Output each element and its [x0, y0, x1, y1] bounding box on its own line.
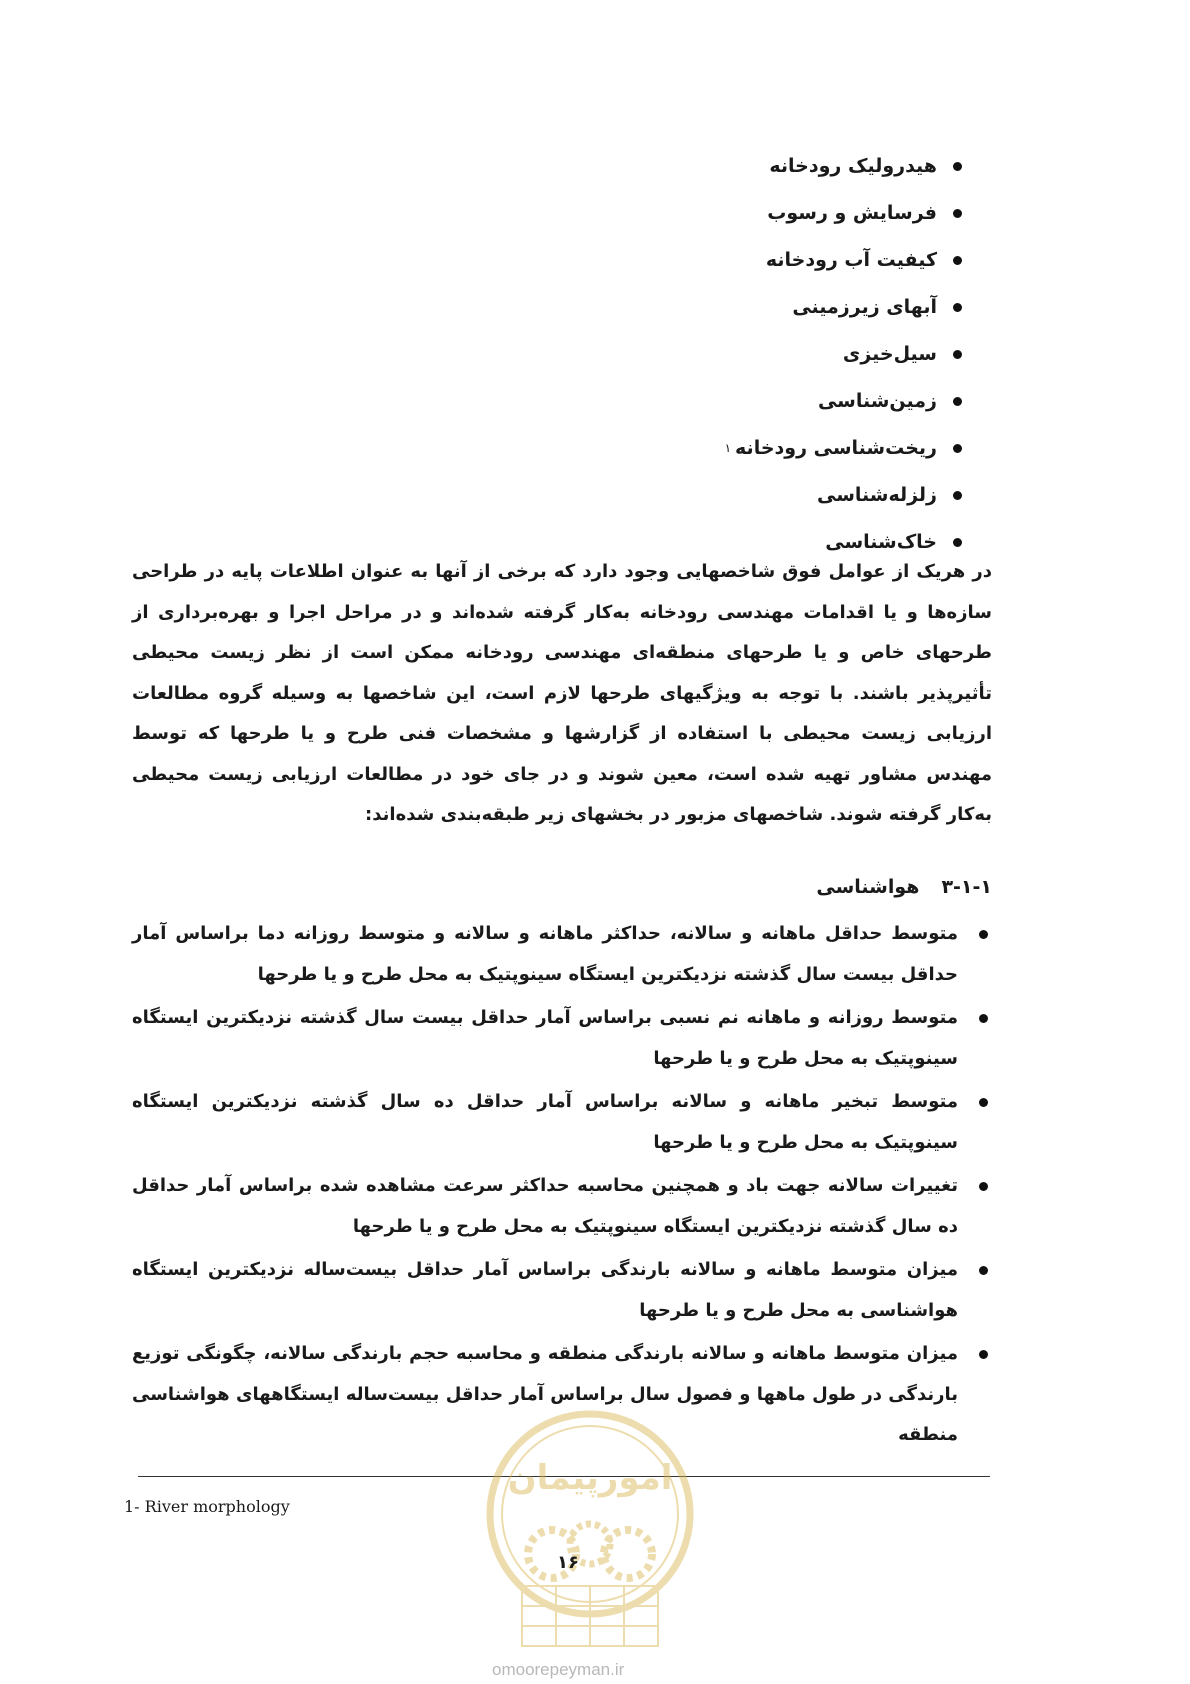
- list-item: متوسط تبخیر ماهانه و سالانه براساس آمار حداقل ده سال گذشته نزدیکترین ایستگاه سینوپتیک به محل طرح و یا طرحها: [132, 1082, 992, 1163]
- list-item: کیفیت آب رودخانه: [462, 244, 962, 291]
- bullet-icon: [979, 1266, 988, 1275]
- page-number: ۱۶: [557, 1552, 579, 1573]
- section-number: ۳-۱-۱: [941, 876, 992, 898]
- body-paragraph: در هریک از عوامل فوق شاخصهایی وجود دارد که برخی از آنها به عنوان اطلاعات پایه در طراحی سازه‌ها و یا اقدامات مهندسی رودخانه به‌کار گرفته شده‌اند و در مراحل اجرا و بهره‌برداری از طرحهای خاص و یا طرحهای منطقه‌ای مهندسی رودخانه ممکن است از نظر زیست محیطی تأثیرپذیر باشند. با توجه به ویژگیهای طرحها لازم است، این شاخصها به وسیله گروه مطالعات ارزیابی زیست محیطی با استفاده از گزارشها و مشخصات فنی طرح و یا طرحها که توسط مهندس مشاور تهیه شده است، معین شوند و در جای خود در مطالعات ارزیابی زیست محیطی به‌کار گرفته شوند. شاخصهای مزبور در بخشهای زیر طبقه‌بندی شده‌اند:: [132, 561, 992, 825]
- list-item: تغییرات سالانه جهت باد و همچنین محاسبه حداکثر سرعت مشاهده شده براساس آمار حداقل ده سال گذشته نزدیکترین ایستگاه سینوپتیک به محل طرح و یا طرحها: [132, 1166, 992, 1247]
- bullet-icon: [953, 162, 962, 171]
- bullet-icon: [953, 256, 962, 265]
- footnote: 1- River morphology: [124, 1497, 290, 1516]
- bullet-icon: [953, 303, 962, 312]
- list-item: زلزله‌شناسی: [462, 479, 962, 526]
- footnote-marker: ۱: [724, 441, 732, 455]
- list-item: هیدرولیک رودخانه: [462, 150, 962, 197]
- bullet-icon: [979, 930, 988, 939]
- list-item: ریخت‌شناسی رودخانه ۱: [462, 432, 962, 479]
- bullet-icon: [979, 1182, 988, 1191]
- bullet-icon: [979, 1014, 988, 1023]
- bullet-icon: [953, 209, 962, 218]
- bullet-icon: [953, 444, 962, 453]
- list-item: آبهای زیرزمینی: [462, 291, 962, 338]
- bullet-icon: [953, 491, 962, 500]
- factor-list: [462, 150, 962, 573]
- bullet-icon: [953, 397, 962, 406]
- list-item: میزان متوسط ماهانه و سالانه بارندگی منطقه و محاسبه حجم بارندگی سالانه، چگونگی توزیع بارندگی در طول ماهها و فصول سال براساس آمار حداقل بیست‌ساله ایستگاههای هواشناسی منطقه: [132, 1334, 992, 1456]
- bullet-icon: [953, 350, 962, 359]
- list-item: خاک‌شناسی: [462, 526, 962, 573]
- bullet-icon: [979, 1098, 988, 1107]
- meteorology-list: [132, 914, 992, 1459]
- bullet-icon: [953, 538, 962, 547]
- watermark-url: omoorepeyman.ir: [492, 1660, 625, 1679]
- list-item: فرسایش و رسوب: [462, 197, 962, 244]
- section-title: هواشناسی: [816, 876, 920, 898]
- watermark-logo-icon: [472, 1404, 708, 1672]
- watermark-logo-text: امورپیمان: [507, 1458, 673, 1498]
- section-heading: [392, 872, 992, 902]
- list-item: میزان متوسط ماهانه و سالانه بارندگی براساس آمار حداقل بیست‌ساله نزدیکترین ایستگاه هواشناسی به محل طرح و یا طرحها: [132, 1250, 992, 1331]
- list-item: زمین‌شناسی: [462, 385, 962, 432]
- list-item: سیل‌خیزی: [462, 338, 962, 385]
- list-item: متوسط حداقل ماهانه و سالانه، حداکثر ماهانه و سالانه و متوسط روزانه دما براساس آمار حداقل بیست سال گذشته نزدیکترین ایستگاه سینوپتیک به محل طرح و یا طرحها: [132, 914, 992, 995]
- list-item: متوسط روزانه و ماهانه نم نسبی براساس آمار حداقل بیست سال گذشته نزدیکترین ایستگاه سینوپتیک به محل طرح و یا طرحها: [132, 998, 992, 1079]
- bullet-icon: [979, 1350, 988, 1359]
